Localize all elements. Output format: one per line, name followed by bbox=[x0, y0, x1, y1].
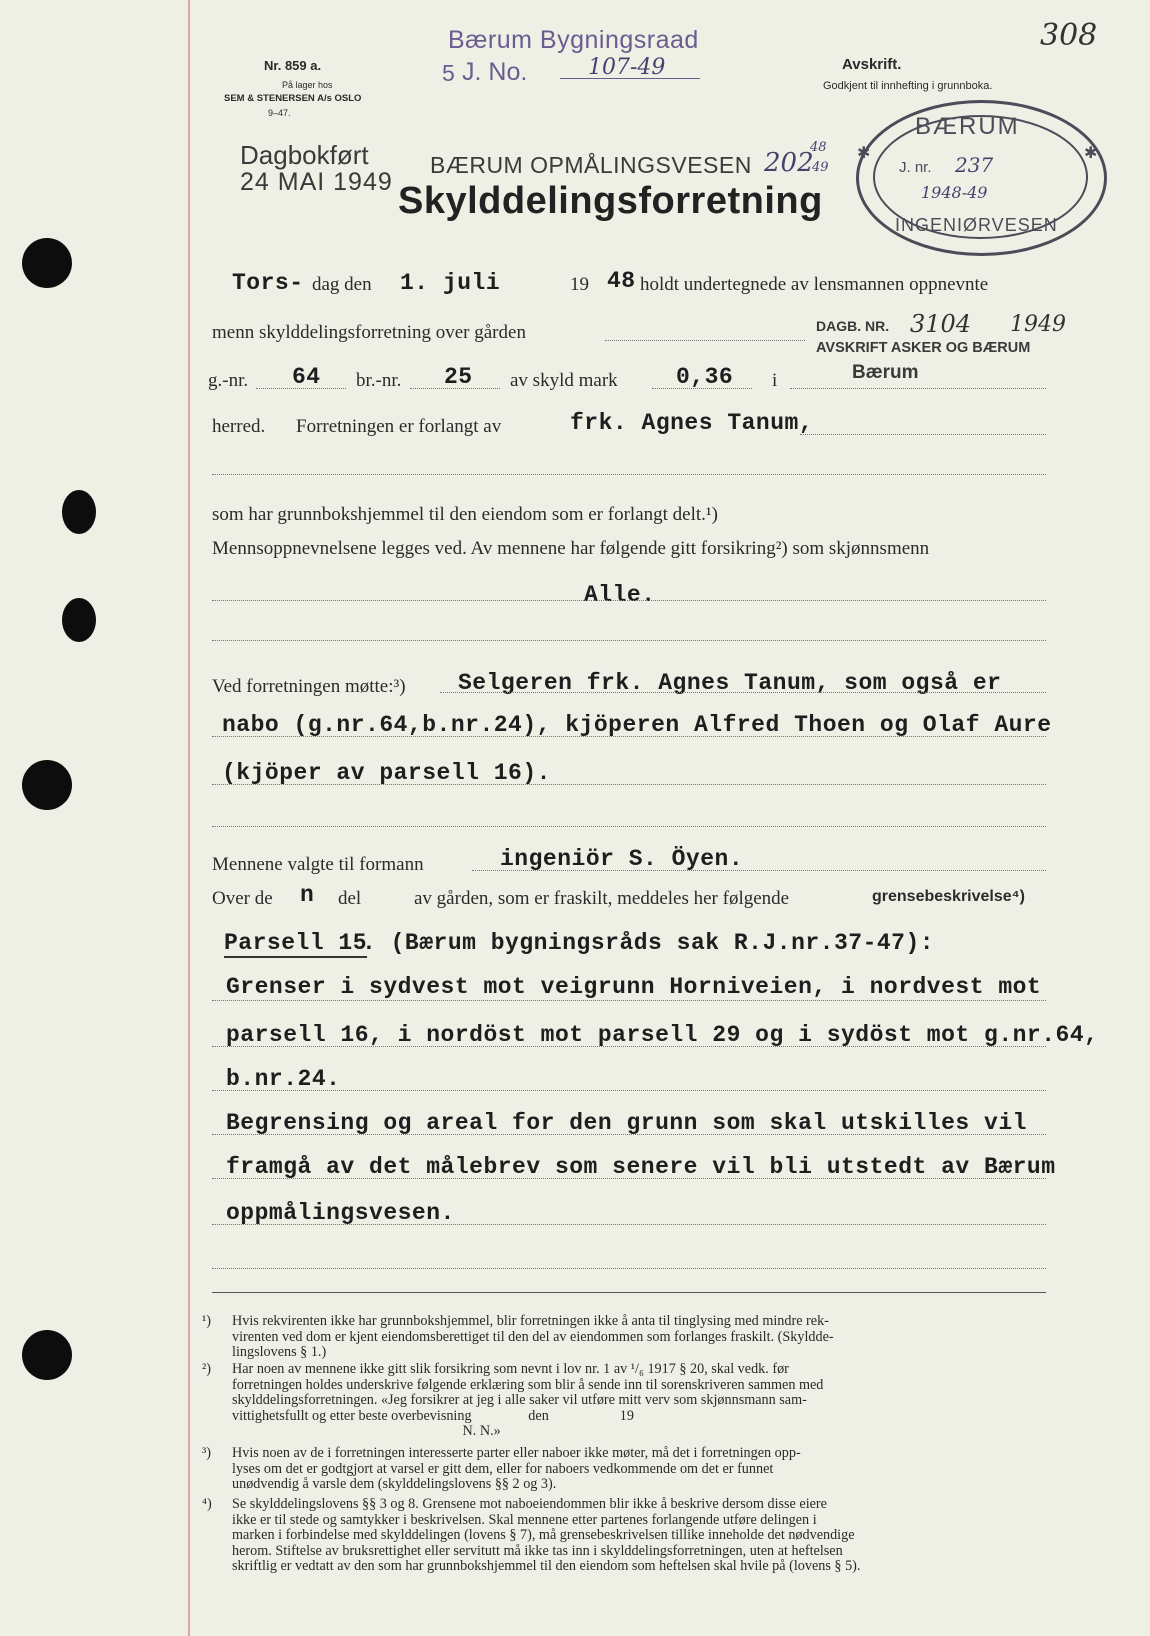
footnote-line: ikke er til stede og samtykker i beskrivelsen. Skal mennene etter partenes forlangende utføre delingen i bbox=[232, 1511, 817, 1528]
binder-hole bbox=[22, 760, 72, 810]
footnote-line: Har noen av mennene ikke gitt slik forsikring som nevnt i lov nr. 1 av ¹/₆ 1917 § 20, skal vedk. før bbox=[232, 1361, 789, 1377]
footnote-line: N. N.» bbox=[232, 1423, 501, 1440]
dagbok-date: 24 MAI 1949 bbox=[240, 168, 393, 196]
footnote-line: virenten ved dom er kjent eiendomsberettiget til den del av eiendommen som forlanges fraskilt. (Skyldde- bbox=[232, 1328, 834, 1345]
desc-dotline5 bbox=[212, 1134, 1046, 1135]
footnote-line: forretningen holdes underskrive følgende erklæring som blir å sende inn til sorenskriveren sammen med bbox=[232, 1376, 824, 1393]
herred-dotline bbox=[790, 388, 1046, 389]
desc-dotline8 bbox=[212, 1268, 1046, 1269]
over-de-value: n bbox=[300, 882, 315, 908]
bygningsraad-stamp-jno-value: 107-49 bbox=[588, 55, 666, 80]
desc-line1-rest: . (Bærum bygningsråds sak R.J.nr.37-47): bbox=[362, 930, 935, 956]
garden-label: menn skylddelingsforretning over gården bbox=[212, 322, 526, 343]
avskrift-asker-baerum: AVSKRIFT ASKER OG BÆRUM bbox=[816, 340, 1031, 356]
over-de-label: Over de bbox=[212, 888, 273, 909]
footnote-1 bbox=[202, 1314, 1002, 1361]
binder-hole bbox=[22, 1330, 72, 1380]
blank-dotline bbox=[212, 474, 1046, 475]
round-stamp-year: 1948-49 bbox=[921, 183, 988, 202]
office-name: BÆRUM OPMÅLINGSVESEN bbox=[430, 152, 752, 178]
margin-line bbox=[188, 0, 190, 1636]
herred-label: herred. bbox=[212, 416, 266, 437]
dagb-nr-label: DAGB. NR. bbox=[816, 318, 890, 334]
day-name: Tors- bbox=[232, 270, 304, 296]
footnote-text bbox=[232, 1314, 1002, 1361]
footnote-line: herom. Stiftelse av bruksrettighet eller servitutt må ikke tas inn i skylddelingsforretningen, uten at heftelsen bbox=[232, 1542, 843, 1559]
dagb-nr-number: 3104 bbox=[910, 310, 972, 338]
desc-line7: oppmålingsvesen. bbox=[226, 1200, 455, 1226]
motte-line3: (kjöper av parsell 16). bbox=[222, 760, 551, 786]
footnote-number: ³) bbox=[202, 1445, 211, 1461]
footnote-line: skylddelingsforretningen. «Jeg forsikrer at jeg i alle saker vil utføre mitt verv som skjønnsmann sam- bbox=[232, 1392, 807, 1409]
form-number: Nr. 859 a. bbox=[264, 58, 322, 73]
menn-text: Mennsoppnevnelsene legges ved. Av mennene har følgende gitt forsikring²) som skjønnsmenn bbox=[212, 538, 930, 559]
footnote-number: ²) bbox=[202, 1361, 211, 1377]
publisher-line2: SEM & STENERSEN A/s OSLO bbox=[224, 93, 362, 104]
avskrift-subtitle: Godkjent til innhefting i grunnboka. bbox=[823, 80, 993, 92]
del-label: del bbox=[338, 888, 362, 909]
page-title: Skylddelingsforretning bbox=[398, 180, 823, 222]
round-stamp-jnr-value: 237 bbox=[955, 153, 994, 177]
footnote-line: lyses om det er godtgjort at varsel er gitt dem, eller for naboers vedkommende om det er funnet bbox=[232, 1460, 774, 1477]
desc-line4: b.nr.24. bbox=[226, 1066, 341, 1092]
desc-line6: framgå av det målebrev som senere vil bli utstedt av Bærum bbox=[226, 1154, 1056, 1180]
footnote-line: vittighetsfullt og etter beste overbevisning den 19 bbox=[232, 1407, 634, 1424]
bygningsraad-stamp-jno-label: J. No. bbox=[462, 58, 528, 86]
bnr-label: br.-nr. bbox=[356, 370, 402, 391]
desc-dotline2 bbox=[212, 1000, 1046, 1001]
footnote-line: skriftlig er vedtatt av den som har grunnbokshjemmel til den eiendom som heftelsen skal hvile på (lovens § 5). bbox=[232, 1558, 861, 1575]
bygningsraad-stamp-prefix: 5 bbox=[442, 60, 455, 86]
round-stamp-bottom: INGENIØRVESEN bbox=[895, 215, 1058, 235]
binder-hole bbox=[62, 598, 96, 642]
motte-dotline2 bbox=[212, 736, 1046, 737]
motte-line2: nabo (g.nr.64,b.nr.24), kjöperen Alfred Thoen og Olaf Aure bbox=[222, 712, 1052, 738]
motte-line1: Selgeren frk. Agnes Tanum, som også er bbox=[458, 670, 1002, 696]
formann-value: ingeniör S. Öyen. bbox=[500, 846, 744, 872]
desc-line1-parsell: Parsell 15 bbox=[224, 930, 368, 956]
desc-line5: Begrensing og areal for den grunn som skal utskilles vil bbox=[226, 1110, 1027, 1136]
motte-dotline3 bbox=[212, 784, 1046, 785]
publisher-line1: På lager hos bbox=[282, 80, 333, 90]
round-stamp-top: BÆRUM bbox=[915, 113, 1020, 140]
footnote-text bbox=[232, 1362, 1002, 1440]
desc-dotline3 bbox=[212, 1046, 1046, 1047]
skyld-value: 0,36 bbox=[676, 364, 734, 390]
year-value: 48 bbox=[607, 268, 636, 294]
ingeniorvesen-round-stamp bbox=[856, 100, 1107, 256]
footnote-line: Hvis rekvirenten ikke har grunnbokshjemmel, blir forretningen ikke å anta til tinglysing med mindre rek- bbox=[232, 1313, 829, 1329]
round-stamp-jnr-label: J. nr. bbox=[899, 159, 932, 176]
page-number: 308 bbox=[1040, 18, 1098, 53]
jno-line bbox=[560, 78, 700, 79]
garden-dotline bbox=[605, 340, 805, 341]
gnr-label: g.-nr. bbox=[208, 370, 249, 391]
motte-dotline1 bbox=[440, 692, 1046, 693]
skyld-label: av skyld mark bbox=[510, 370, 618, 391]
motte-label: Ved forretningen møtte:³) bbox=[212, 676, 406, 697]
avskrift-title: Avskrift. bbox=[842, 56, 902, 73]
formann-label: Mennene valgte til formann bbox=[212, 854, 424, 875]
office-number: 202 bbox=[764, 148, 814, 178]
binder-hole bbox=[22, 238, 72, 288]
after-year-text: holdt undertegnede av lensmannen oppnevnte bbox=[640, 274, 989, 295]
publisher-line3: 9–47. bbox=[268, 108, 291, 118]
round-stamp-star-right: ✱ bbox=[1084, 145, 1098, 162]
day-suffix-label: dag den bbox=[312, 274, 372, 295]
footnote-text bbox=[232, 1446, 1002, 1493]
binder-hole bbox=[62, 490, 96, 534]
footnote-line: lingslovens § 1.) bbox=[232, 1344, 327, 1361]
motte-dotline4 bbox=[212, 826, 1046, 827]
footnote-number: ¹) bbox=[202, 1313, 211, 1329]
grense-label-bold: grensebeskrivelse⁴) bbox=[872, 888, 1025, 905]
desc-line3: parsell 16, i nordöst mot parsell 29 og i sydöst mot g.nr.64, bbox=[226, 1022, 1099, 1048]
grense-label: av gården, som er fraskilt, meddeles her følgende bbox=[414, 888, 790, 909]
bygningsraad-stamp-title: Bærum Bygningsraad bbox=[448, 26, 699, 54]
footnote-line: unødvendig å varsle dem (skylddelingslovens §§ 2 og 3). bbox=[232, 1476, 557, 1493]
forlangt-label: Forretningen er forlangt av bbox=[296, 416, 502, 437]
menn-dotline bbox=[212, 600, 1046, 601]
forlangt-dotline bbox=[800, 434, 1046, 435]
footnote-separator bbox=[212, 1292, 1046, 1293]
office-fraction-bottom: 49 bbox=[812, 160, 829, 175]
dagb-nr-year: 1949 bbox=[1010, 312, 1066, 337]
footnote-text bbox=[232, 1497, 1002, 1575]
desc-dotline4 bbox=[212, 1090, 1046, 1091]
gnr-value: 64 bbox=[292, 364, 321, 390]
footnote-line: Se skylddelingslovens §§ 3 og 8. Grensene mot naboeiendommen blir ikke å beskrive dersom disse eiere bbox=[232, 1496, 827, 1512]
office-fraction-top: 48 bbox=[810, 140, 827, 155]
footnote-line: Hvis noen av de i forretningen interesserte parter eller naboer ikke møter, må det i forretningen opp- bbox=[232, 1445, 801, 1461]
desc-dotline6 bbox=[212, 1178, 1046, 1179]
bnr-value: 25 bbox=[444, 364, 473, 390]
formann-dotline bbox=[472, 870, 1046, 871]
date-value: 1. juli bbox=[400, 270, 501, 296]
desc-dotline7 bbox=[212, 1224, 1046, 1225]
menn-dotline-2 bbox=[212, 640, 1046, 641]
menn-value: Alle. bbox=[584, 582, 656, 608]
desc-line2: Grenser i sydvest mot veigrunn Horniveien, i nordvest mot bbox=[226, 974, 1042, 1000]
footnote-line: marken i forbindelse med skylddelingen (lovens § 7), må grensebeskrivelsen tillike inneholde det nødvendige bbox=[232, 1527, 855, 1544]
footnote-2 bbox=[202, 1362, 1002, 1442]
i-label: i bbox=[772, 370, 778, 391]
round-stamp-star-left: ✱ bbox=[857, 145, 871, 162]
year-prefix: 19 bbox=[570, 274, 589, 295]
footnote-4 bbox=[202, 1497, 1002, 1577]
footnote-number: ⁴) bbox=[202, 1496, 212, 1512]
footnote-3 bbox=[202, 1446, 1002, 1493]
herred-name: Bærum bbox=[852, 362, 919, 383]
forlangt-av-value: frk. Agnes Tanum, bbox=[570, 410, 814, 436]
dagbok-label: Dagbokført bbox=[240, 140, 369, 170]
grunnbok-text: som har grunnbokshjemmel til den eiendom som er forlangt delt.¹) bbox=[212, 504, 718, 525]
